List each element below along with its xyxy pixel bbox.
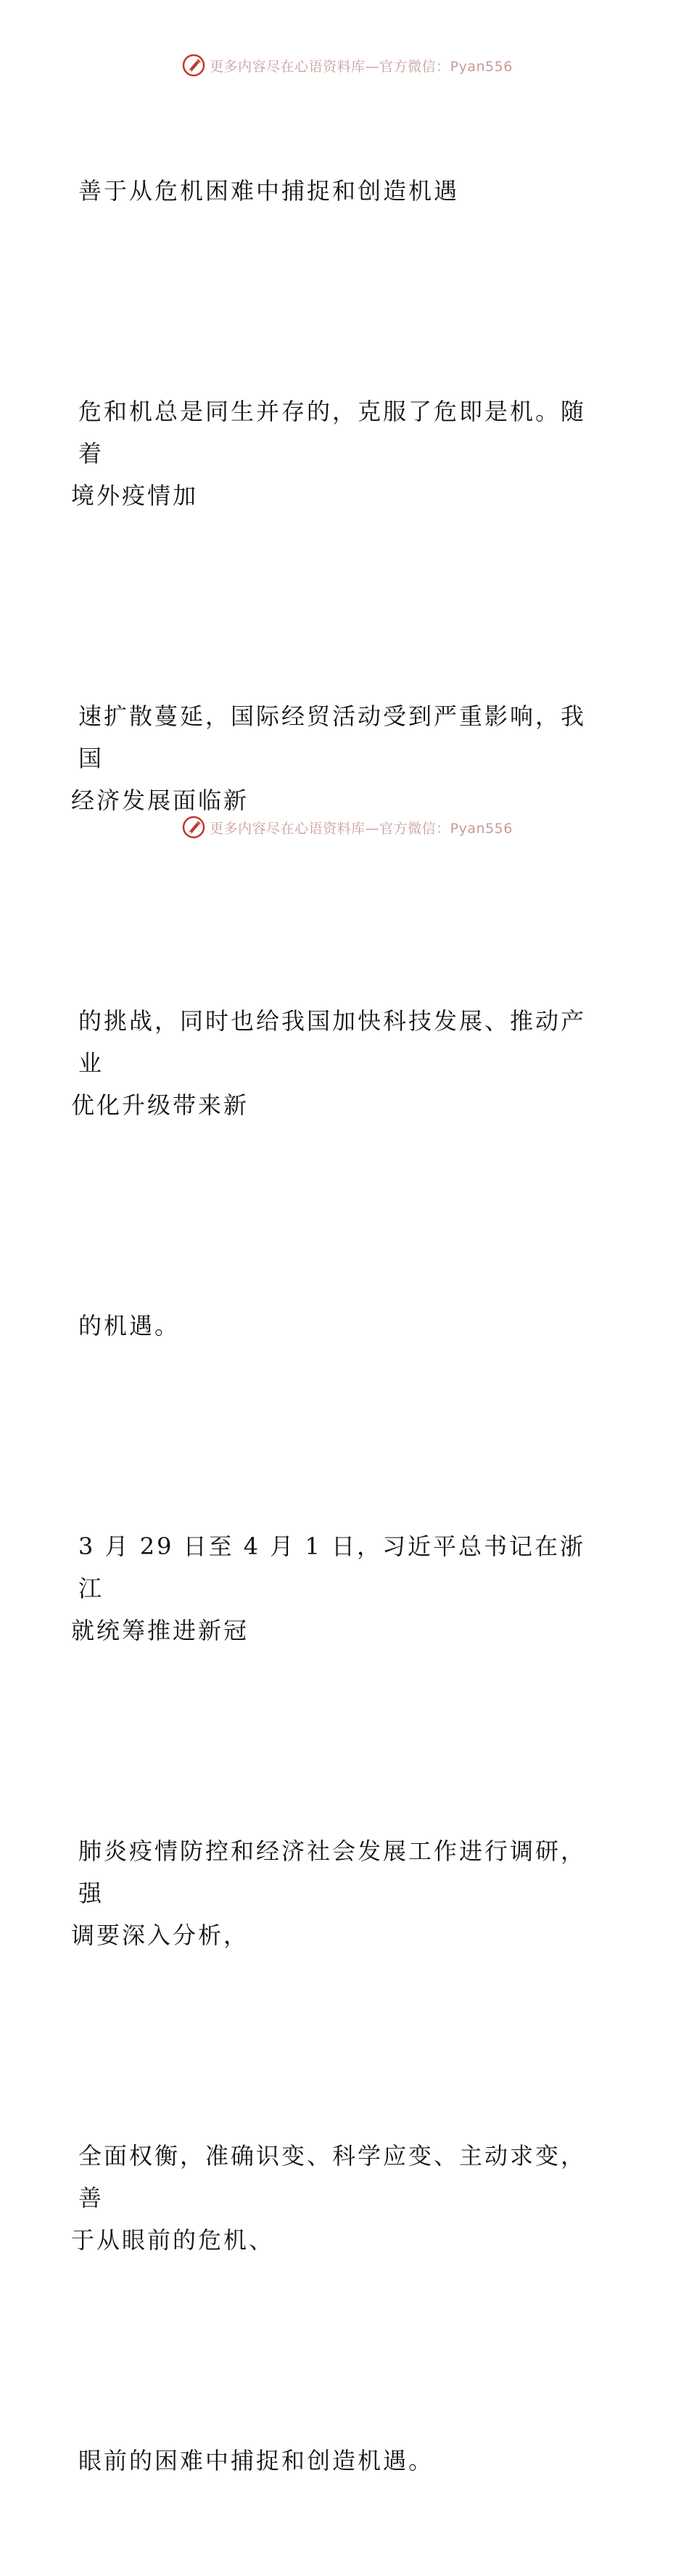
paragraph-line: 全面权衡，准确识变、科学应变、主动求变，善	[78, 2142, 587, 2212]
paragraph-title	[71, 86, 608, 296]
paragraph	[71, 2051, 608, 2345]
paragraph-line: 就统筹推进新冠	[71, 1617, 249, 1644]
paragraph-line: 善于从危机困难中捕捉和创造机遇	[78, 177, 460, 205]
watermark-footer	[0, 813, 689, 842]
paragraph-line: 3 月 29 日至 4 月 1 日，习近平总书记在浙江	[78, 1533, 586, 1602]
paragraph	[71, 306, 608, 601]
paragraph	[71, 1441, 608, 1736]
paragraph-line: 调要深入分析，	[71, 1921, 249, 1949]
watermark-header	[0, 51, 689, 80]
document-body	[71, 86, 608, 2576]
paragraph-line: 经济发展面临新	[71, 787, 249, 814]
paragraph	[71, 611, 608, 906]
paragraph	[71, 1221, 608, 1431]
paragraph-line: 速扩散蔓延，国际经贸活动受到严重影响，我国	[78, 702, 587, 772]
paragraph-line: 的机遇。	[78, 1312, 181, 1340]
paragraph	[71, 916, 608, 1210]
paragraph-line: 的挑战，同时也给我国加快科技发展、推动产业	[78, 1007, 587, 1077]
paragraph-line: 于从眼前的危机、	[71, 2226, 275, 2254]
paragraph	[71, 1746, 608, 2040]
paragraph-line: 眼前的困难中捕捉和创造机遇。	[78, 2447, 434, 2474]
paragraph-line: 优化升级带来新	[71, 1091, 249, 1119]
watermark-text: 更多内容尽在心语资料库—官方微信：Pyan556	[210, 58, 513, 75]
pen-logo-icon	[182, 816, 205, 839]
watermark-text: 更多内容尽在心语资料库—官方微信：Pyan556	[210, 820, 513, 837]
paragraph-line: 危和机总是同生并存的，克服了危即是机。随着	[78, 398, 587, 467]
paragraph	[71, 2355, 608, 2566]
paragraph-line: 境外疫情加	[71, 482, 199, 509]
paragraph-line: 肺炎疫情防控和经济社会发展工作进行调研，强	[78, 1837, 587, 1907]
pen-logo-icon	[182, 54, 205, 77]
